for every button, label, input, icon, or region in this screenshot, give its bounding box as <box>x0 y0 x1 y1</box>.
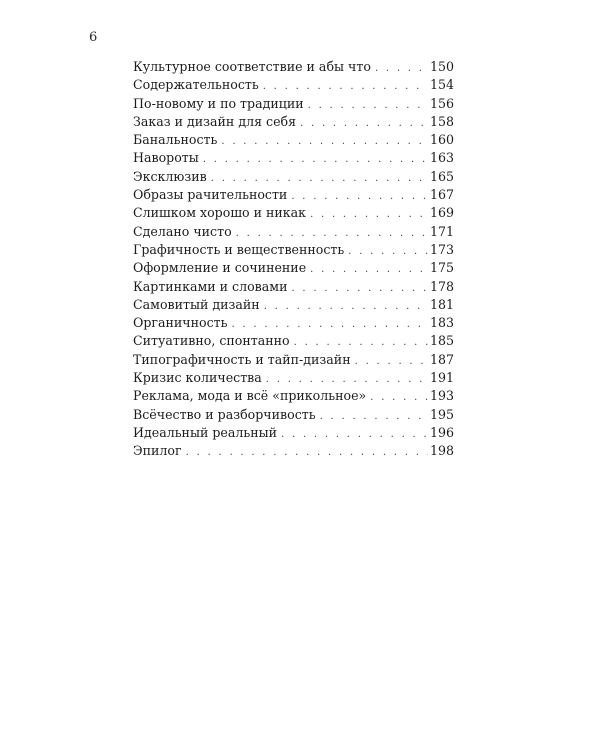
toc-entry <box>133 424 454 442</box>
toc-entry <box>133 296 454 314</box>
toc-dot-leader <box>355 353 428 369</box>
toc-dot-leader <box>221 133 428 149</box>
toc-dot-leader <box>291 188 428 204</box>
toc-dot-leader <box>308 97 428 113</box>
toc-dot-leader <box>263 78 428 94</box>
toc-entry-title: Оформление и сочинение <box>133 260 307 276</box>
toc-entry-title: Заказ и дизайн для себя <box>133 113 297 129</box>
toc-dot-leader <box>294 334 428 350</box>
toc-entry <box>133 387 454 405</box>
toc-entry-page: 195 <box>429 406 454 422</box>
toc-entry-page: 193 <box>429 388 454 404</box>
toc-entry-page: 150 <box>429 59 454 74</box>
toc-entry <box>133 332 454 350</box>
toc-entry-title: Графичность и вещественность <box>133 241 345 257</box>
toc-dot-leader <box>370 389 428 405</box>
toc-dot-leader <box>310 261 428 277</box>
toc-entry <box>133 149 454 167</box>
toc-entry <box>133 241 454 259</box>
toc-dot-leader <box>203 151 428 167</box>
toc-entry <box>133 58 454 76</box>
toc-entry-title: Сделано чисто <box>133 223 232 239</box>
toc-dot-leader <box>281 426 428 442</box>
toc-entry-page: 156 <box>429 95 454 111</box>
toc-dot-leader <box>375 60 428 76</box>
toc-dot-leader <box>236 225 428 241</box>
toc-entry-title: Картинками и словами <box>133 278 288 294</box>
toc-entry <box>133 369 454 387</box>
toc-entry-title: Самовитый дизайн <box>133 296 260 312</box>
toc-entry-page: 191 <box>429 370 454 386</box>
toc-entry <box>133 314 454 332</box>
toc-entry-title: Типографичность и тайп-дизайн <box>133 351 351 367</box>
toc-dot-leader <box>310 206 428 222</box>
toc-entry-page: 163 <box>429 150 454 166</box>
toc-entry-title: Образы рачительности <box>133 187 288 203</box>
toc-dot-leader <box>291 280 427 296</box>
toc-dot-leader <box>264 298 428 314</box>
toc-entry-title: Всёчество и разборчивость <box>133 406 316 422</box>
toc-entry-page: 198 <box>429 443 454 459</box>
toc-dot-leader <box>266 371 428 387</box>
toc-entry-page: 165 <box>429 168 454 184</box>
toc-entry-page: 196 <box>429 424 454 440</box>
toc-entry-title: Слишком хорошо и никак <box>133 205 307 221</box>
toc-entry-page: 154 <box>429 77 454 93</box>
toc-entry-page: 167 <box>429 187 454 203</box>
toc-dot-leader <box>348 243 428 259</box>
toc-entry <box>133 204 454 222</box>
toc-entry-page: 160 <box>429 132 454 148</box>
table-of-contents <box>133 58 454 461</box>
toc-entry-title: Кризис количества <box>133 370 262 386</box>
toc-entry-title: По-новому и по традиции <box>133 95 304 111</box>
toc-entry <box>133 406 454 424</box>
toc-entry-page: 181 <box>429 296 454 312</box>
toc-entry-title: Органичность <box>133 315 228 331</box>
toc-entry <box>133 95 454 113</box>
toc-entry <box>133 223 454 241</box>
toc-dot-leader <box>211 170 428 186</box>
toc-entry-page: 185 <box>429 333 454 349</box>
toc-entry-title: Культурное соответствие и абы что <box>133 59 371 74</box>
toc-entry-page: 158 <box>429 113 454 129</box>
toc-entry-title: Содержательность <box>133 77 259 93</box>
toc-entry-page: 169 <box>429 205 454 221</box>
toc-entry <box>133 131 454 149</box>
toc-entry-page: 183 <box>429 315 454 331</box>
toc-entry-page: 171 <box>429 223 454 239</box>
toc-entry <box>133 351 454 369</box>
toc-dot-leader <box>320 408 428 424</box>
toc-entry <box>133 113 454 131</box>
toc-entry-page: 187 <box>429 351 454 367</box>
toc-entry <box>133 259 454 277</box>
toc-entry-title: Ситуативно, спонтанно <box>133 333 290 349</box>
toc-entry <box>133 442 454 460</box>
toc-entry-title: Банальность <box>133 132 218 148</box>
toc-entry-title: Навороты <box>133 150 199 166</box>
toc-entry <box>133 168 454 186</box>
toc-entry-title: Эпилог <box>133 443 182 459</box>
toc-entry <box>133 76 454 94</box>
toc-entry-title: Идеальный реальный <box>133 424 278 440</box>
toc-dot-leader <box>231 316 427 332</box>
toc-dot-leader <box>300 115 428 131</box>
toc-dot-leader <box>186 444 428 460</box>
page-number: 6 <box>89 30 98 45</box>
toc-entry-title: Эксклюзив <box>133 168 207 184</box>
toc-entry-page: 175 <box>429 260 454 276</box>
toc-entry-title: Реклама, мода и всё «прикольное» <box>133 388 367 404</box>
toc-entry <box>133 186 454 204</box>
toc-entry-page: 173 <box>429 241 454 257</box>
toc-entry <box>133 278 454 296</box>
toc-entry-page: 178 <box>429 278 454 294</box>
